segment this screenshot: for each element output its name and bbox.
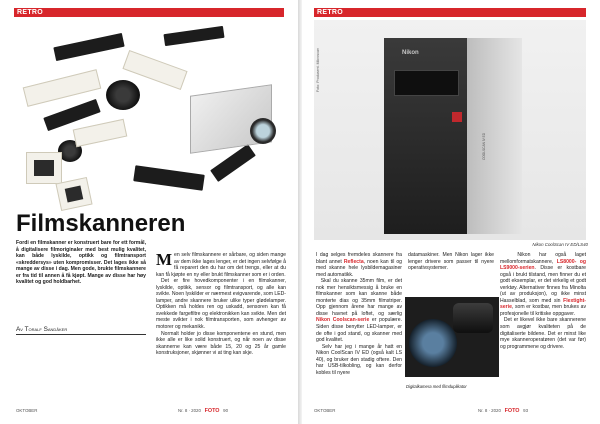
text-run: Nikon har også laget mellomformatskannere,	[500, 252, 586, 265]
article-headline: Filmskanneren	[16, 210, 186, 237]
article-lead: Fordi en filmskanner er konstruert bare for ett formål, å digitalisere filmoriginaler med best mulig kvalitet, kan både lyskilde, optikk og filmtransport «skreddersys» uten kompromisser. Det lages ikke så mange av disse i dag. Men gode, brukte filmskannere er fra tid til annen å få kjøpt. Mange av disse har høy kvalitet og god holdbarhet.	[16, 240, 146, 286]
footer-page-number: 90	[223, 408, 229, 413]
body-column	[316, 252, 402, 376]
section-label: RETRO	[317, 9, 343, 16]
scanner-model-label: COOLSCAN IV ED	[482, 132, 486, 160]
highlight-brand: Nikon Coolscan-serie	[316, 317, 370, 324]
highlight-brand: Flextight-serie	[500, 297, 586, 311]
body-column	[408, 252, 494, 272]
footer-month: OKTOBER	[314, 408, 336, 413]
text-run: , som er kostbar, men brukes av profesjonelle til kritiske oppgaver.	[500, 304, 586, 317]
scanner-front-panel	[384, 38, 467, 234]
right-page	[302, 0, 600, 424]
inset-photo	[404, 296, 500, 378]
footer-month: OKTOBER	[16, 408, 38, 413]
text-run: I dag selges fremdeles skannere fra blant annet	[316, 252, 402, 265]
highlight-brand: Reflecta	[343, 258, 364, 265]
body-paragraph: Normalt holder jo disse komponentene en stund, men ikke alle er like solid konstruert, og når noen av disse skannerne kan være både 15, 20 og 25 år gamle konstruksjoner, skjønner vi at ting kan skje.	[156, 330, 286, 357]
body-column	[156, 252, 286, 357]
body-column	[500, 252, 586, 350]
film-strip	[163, 26, 224, 46]
text-run: , noen kan til og med skanne hele lysbildemagasiner med automatikk.	[316, 258, 403, 278]
footer-brand: FOTO	[504, 408, 520, 414]
body-paragraph: datamaskiner. Men Nikon lager ikke lenger drivere som passer til nyere operativsystemer.	[408, 252, 494, 272]
footer-brand: FOTO	[204, 408, 220, 414]
text-run: Det er likevel ikke bare skannerene som avgjør kvaliteten på de digitaliserte bildene. Det er minst like mye skanneroperatøren (det var før) og programmene og drivere.	[500, 317, 586, 350]
page-footer	[16, 408, 37, 413]
section-header-bar	[314, 8, 586, 17]
slide-mount	[55, 177, 92, 211]
slide-mount	[73, 119, 128, 147]
highlight-brand: LS8000- og LS9000-serien	[500, 258, 586, 272]
duplicator-tube	[453, 303, 493, 333]
left-page	[0, 0, 298, 424]
film-equipment-photo	[14, 20, 286, 210]
body-paragraph: Det er fire hovedkomponenter i en filmskanner, lyskilde, optikk, sensor og filmtransport, og alle kan svikte. Noen lyskilder er nærmest evigvarende, som LED-lamper, andre skannere bruker ulike typer glødelamper. Optikken må holdes ren og uskadd, sensoren kan få svekkede fargefiltre og elektronikken kan svikte. Men det meste svikter i nok filmtransporten, som avhenger av motorer og mekanikk.	[156, 278, 286, 331]
text-run: Skal du skanne 35mm film, er det nok mer hensiktsmessig å bruke en filmskanner som kan skanne både monterte dias og 35mm filmstriper. Opp gjennom årene har mange av disse havnet på loftet, og særlig	[316, 278, 402, 317]
scanner-slot	[394, 70, 459, 96]
text-run: . Disse er kostbare også i brukt tilstand, men finner du et godt eksemplar, er det virkelig et godt verktøy. Alternativer finnes fra Minolta (ut av produksjon), og ikke minst Hasselblad, som med sin	[500, 265, 586, 304]
scanner-badge	[452, 112, 462, 122]
camera-lens	[409, 319, 457, 367]
page-footer	[178, 408, 228, 414]
film-canister	[106, 80, 140, 110]
footer-page-number: 93	[523, 408, 529, 413]
article-byline: Av Toralf Sandåker	[16, 326, 146, 335]
scanner-logo: Nikon	[402, 50, 419, 56]
footer-issue: Nr. 8 · 2020	[478, 408, 501, 413]
photo-caption: Nikon CoolScan IV ED/LS40	[532, 242, 588, 247]
body-paragraph: en selv filmskannere er sårbare, og siden mange av dem ikke lages lenger, er det ingen selvfølge å få reparert den du har om det trengs, eller at du kan få kjøpte en ny eller brukt filmskanner som er i orden.	[156, 252, 286, 278]
section-label: RETRO	[17, 9, 43, 16]
film-strip	[133, 165, 205, 191]
film-strip	[53, 33, 124, 61]
footer-issue: Nr. 8 · 2020	[178, 408, 201, 413]
page-footer	[314, 408, 335, 413]
drop-cap: M	[156, 250, 173, 269]
page-footer	[478, 408, 528, 414]
text-run: er populære. Siden disse benytter LED-lamper, er de ofte i god stand, og skanner med god kvalitet.	[316, 317, 402, 344]
slide-mount	[26, 152, 62, 184]
section-header-bar	[14, 8, 284, 17]
loupe	[250, 118, 276, 144]
inset-caption: Digitalkamera med filmduplikator	[406, 384, 467, 389]
text-run: Selv har jeg i mange år hatt en Nikon CoolScan IV ED (også kalt LS 40), og bruker den stadig oftere. Den har USB-tilkobling, og kan derfor kobles til nyere	[316, 343, 402, 376]
nikon-scanner-photo	[314, 20, 586, 240]
photo-credit: Foto: Produsent. Mikroscan	[316, 48, 320, 92]
